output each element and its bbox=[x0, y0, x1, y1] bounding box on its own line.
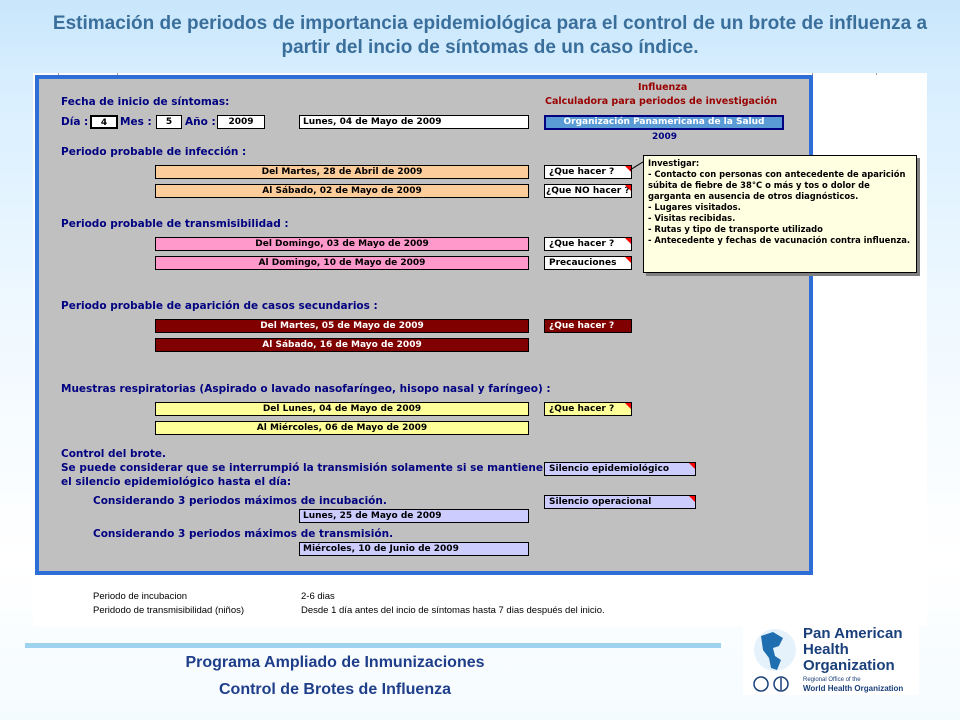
btn-label: ¿Que NO hacer ? bbox=[546, 186, 630, 196]
infection-from: Del Martes, 28 de Abril de 2009 bbox=[155, 165, 529, 179]
transmission-period-value: Desde 1 día antes del incio de síntomas hasta 7 dias después del inicio. bbox=[301, 605, 605, 616]
incubation-silence-date: Lunes, 25 de Mayo de 2009 bbox=[299, 509, 529, 523]
paho-logo bbox=[743, 620, 919, 695]
infection-to: Al Sábado, 02 de Mayo de 2009 bbox=[155, 184, 529, 198]
year-label: 2009 bbox=[652, 132, 678, 142]
operational-silence-button[interactable] bbox=[544, 495, 696, 509]
page-title: Estimación de periodos de importancia epidemiológica para el control de un brote de influenza a partir del incio de síntomas de un caso índice. bbox=[52, 13, 928, 58]
onset-date-display: Lunes, 04 de Mayo de 2009 bbox=[299, 115, 529, 129]
incubation-periods-label: Considerando 3 periodos máximos de incubación. bbox=[93, 495, 387, 507]
note-line: - Lugares visitados. bbox=[648, 202, 741, 212]
transmission-period-label: Peridodo de transmisibilidad (niños) bbox=[93, 605, 245, 616]
calculator-subtitle: Calculadora para periodos de investigación bbox=[545, 96, 778, 107]
note-line: - Visitas recibidas. bbox=[648, 213, 736, 223]
influenza-label: Influenza bbox=[638, 82, 688, 93]
infection-what-not-to-do-button[interactable] bbox=[544, 184, 632, 198]
epidemiological-silence-button[interactable] bbox=[544, 462, 696, 476]
btn-label: Precauciones bbox=[549, 258, 617, 268]
who-emblem-icon bbox=[751, 676, 795, 692]
logo-sub-2: World Health Organization bbox=[803, 684, 904, 693]
comment-marker-icon bbox=[689, 496, 695, 502]
samples-what-to-do-button[interactable] bbox=[544, 402, 632, 416]
footer-subtitle: Control de Brotes de Influenza bbox=[218, 681, 451, 698]
column-gridline bbox=[876, 73, 877, 75]
logo-line-2: Health bbox=[803, 641, 849, 658]
transmission-what-to-do-button[interactable] bbox=[544, 237, 632, 251]
secondary-label: Periodo probable de aparición de casos secundarios : bbox=[61, 300, 378, 312]
onset-label: Fecha de inicio de síntomas: bbox=[61, 96, 230, 108]
footer-program: Programa Ampliado de Inmunizaciones bbox=[185, 654, 485, 671]
infection-what-to-do-button[interactable] bbox=[544, 165, 632, 179]
secondary-from: Del Martes, 05 de Mayo de 2009 bbox=[155, 319, 529, 333]
samples-from: Del Lunes, 04 de Mayo de 2009 bbox=[155, 402, 529, 416]
transmission-label: Periodo probable de transmisibilidad : bbox=[61, 218, 289, 230]
comment-marker-icon bbox=[625, 238, 631, 244]
americas-map-icon bbox=[753, 626, 797, 674]
note-line: - Rutas y tipo de transporte utilizado bbox=[648, 224, 823, 234]
month-label: Mes : bbox=[120, 116, 152, 128]
control-line-3: el silencio epidemiológico hasta el día: bbox=[61, 476, 292, 488]
comment-marker-icon bbox=[689, 463, 695, 469]
control-line-2: Se puede considerar que se interrumpió la transmisión solamente si se mantiene bbox=[61, 462, 543, 474]
control-line-1: Control del brote. bbox=[61, 448, 166, 460]
transmission-periods-label: Considerando 3 periodos máximos de transmisión. bbox=[93, 528, 394, 540]
note-line: - Contacto con personas con antecedente de aparición súbita de fiebre de 38°C o más y tos o dolor de garganta en ausencia de otros diagnósticos. bbox=[648, 169, 909, 201]
precautions-button[interactable] bbox=[544, 256, 632, 270]
btn-label: ¿Que hacer ? bbox=[549, 239, 615, 249]
investigate-comment bbox=[643, 155, 917, 273]
year-input[interactable]: 2009 bbox=[217, 115, 265, 129]
org-button[interactable]: Organización Panamericana de la Salud bbox=[544, 115, 784, 130]
transmission-from: Del Domingo, 03 de Mayo de 2009 bbox=[155, 237, 529, 251]
btn-label: ¿Que hacer ? bbox=[549, 321, 615, 331]
year-label-input: Año : bbox=[185, 116, 216, 128]
comment-marker-icon bbox=[625, 185, 631, 191]
btn-label: ¿Que hacer ? bbox=[549, 167, 615, 177]
transmission-to: Al Domingo, 10 de Mayo de 2009 bbox=[155, 256, 529, 270]
incubation-period-value: 2-6 dias bbox=[301, 591, 335, 602]
samples-to: Al Miércoles, 06 de Mayo de 2009 bbox=[155, 421, 529, 435]
footer-divider bbox=[25, 643, 721, 648]
month-input[interactable]: 5 bbox=[156, 115, 182, 129]
secondary-to: Al Sábado, 16 de Mayo de 2009 bbox=[155, 338, 529, 352]
day-label: Día : bbox=[61, 116, 89, 128]
btn-label: Silencio operacional bbox=[549, 497, 652, 507]
transmission-silence-date: Miércoles, 10 de Junio de 2009 bbox=[299, 542, 529, 556]
infection-label: Periodo probable de infección : bbox=[61, 146, 247, 158]
btn-label: Silencio epidemiológico bbox=[549, 464, 670, 474]
incubation-period-label: Periodo de incubacion bbox=[93, 591, 188, 602]
day-input[interactable]: 4 bbox=[90, 115, 118, 129]
note-line: - Antecedente y fechas de vacunación contra influenza. bbox=[648, 235, 911, 245]
secondary-what-to-do-button[interactable] bbox=[544, 319, 632, 333]
logo-line-1: Pan American bbox=[803, 625, 903, 642]
samples-label: Muestras respiratorias (Aspirado o lavado nasofaríngeo, hisopo nasal y faríngeo) : bbox=[61, 383, 551, 395]
logo-line-3: Organization bbox=[803, 657, 895, 674]
comment-marker-icon bbox=[625, 257, 631, 263]
logo-sub-1: Regional Office of the bbox=[803, 677, 861, 683]
comment-marker-icon bbox=[625, 403, 631, 409]
btn-label: ¿Que hacer ? bbox=[549, 404, 615, 414]
note-line: Investigar: bbox=[648, 158, 700, 168]
